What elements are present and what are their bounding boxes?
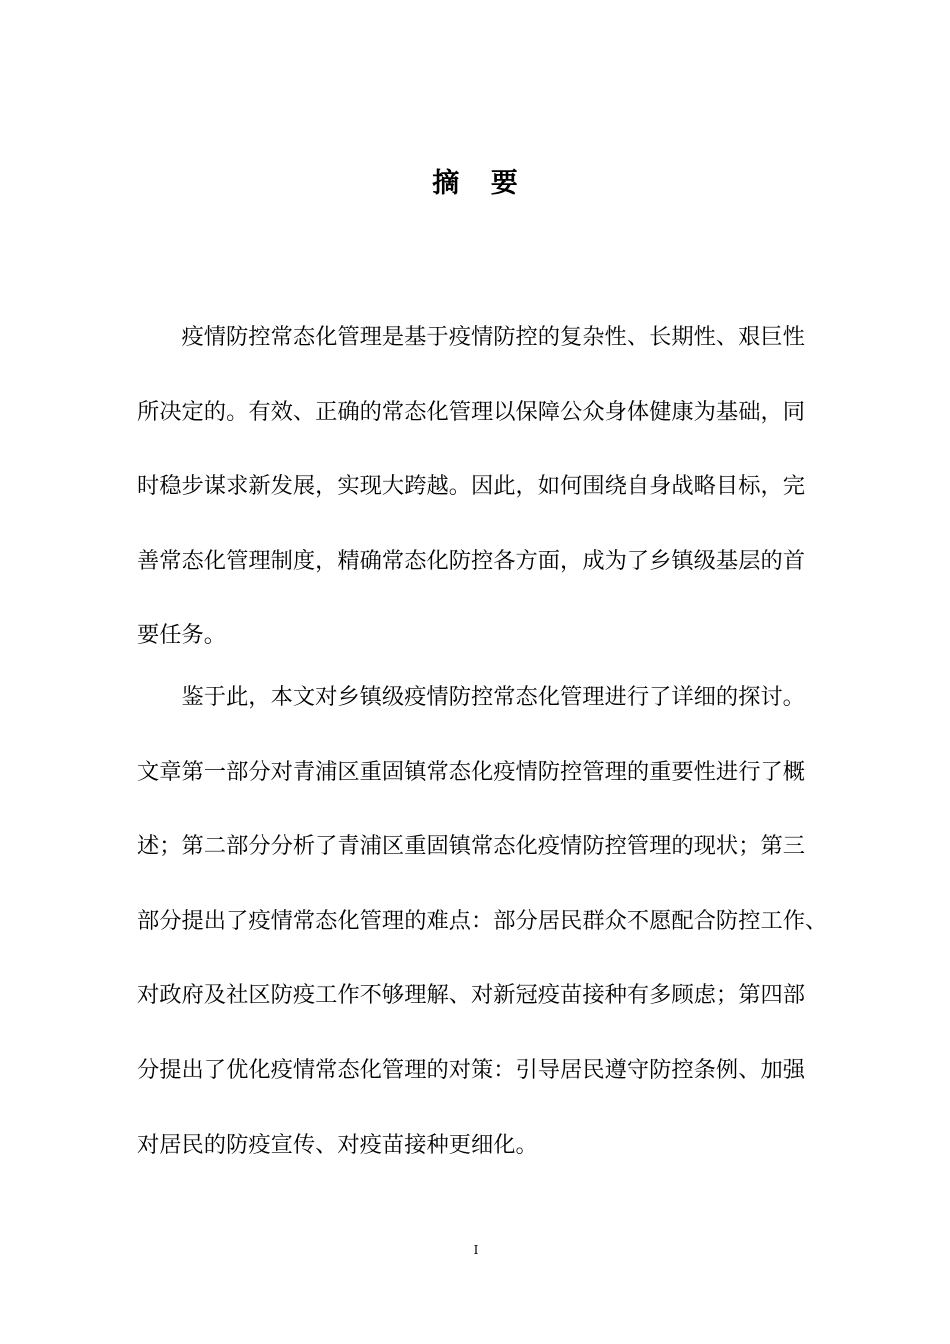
text-line: 文章第一部分对青浦区重固镇常态化疫情防控管理的重要性进行了概 <box>137 758 805 785</box>
text-line: 部分提出了疫情常态化管理的难点：部分居民群众不愿配合防控工作、 <box>137 907 828 934</box>
text-line: 分提出了优化疫情常态化管理的对策：引导居民遵守防控条例、加强 <box>137 1056 805 1083</box>
text-line: 所决定的。有效、正确的常态化管理以保障公众身体健康为基础，同 <box>137 398 805 425</box>
text-line: 要任务。 <box>137 622 227 649</box>
text-line: 疫情防控常态化管理是基于疫情防控的复杂性、长期性、艰巨性 <box>181 324 805 350</box>
page-number: I <box>473 1243 479 1257</box>
text-line: 对居民的防疫宣传、对疫苗接种更细化。 <box>137 1131 538 1158</box>
page-title: 摘 要 <box>432 168 518 198</box>
abstract-paragraph-2 <box>137 660 828 1182</box>
text-line: 善常态化管理制度，精确常态化防控各方面，成为了乡镇级基层的首 <box>137 547 805 574</box>
text-line: 鉴于此，本文对乡镇级疫情防控常态化管理进行了详细的探讨。 <box>181 683 805 710</box>
abstract-paragraph-1 <box>137 300 805 673</box>
abstract-body <box>137 300 828 1182</box>
text-line: 时稳步谋求新发展，实现大跨越。因此，如何围绕自身战略目标，完 <box>137 473 805 500</box>
text-line: 对政府及社区防疫工作不够理解、对新冠疫苗接种有多顾虑；第四部 <box>137 982 805 1009</box>
text-line: 述；第二部分分析了青浦区重固镇常态化疫情防控管理的现状；第三 <box>137 833 805 860</box>
